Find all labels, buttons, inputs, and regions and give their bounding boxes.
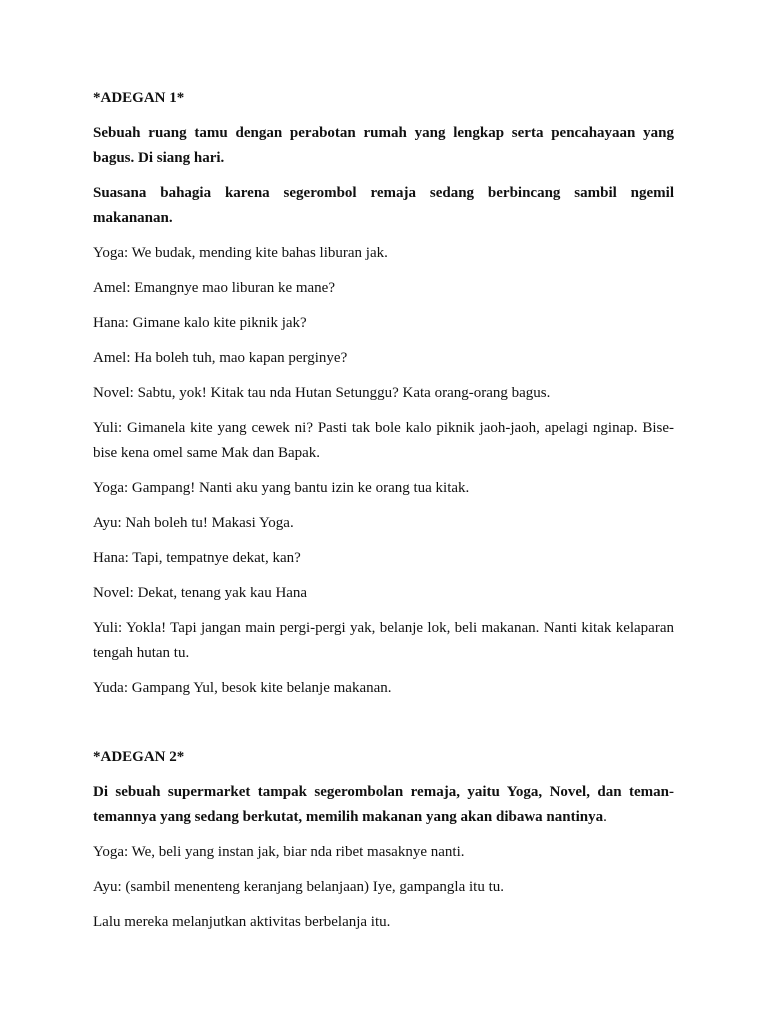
dialogue-line-hana: Hana: Tapi, tempatnye dekat, kan? [93, 550, 301, 566]
dialogue-line-yuli: Yuli: Gimanela kite yang cewek ni? Pasti tak bole kalo piknik jaoh-jaoh, apelagi nginap. Bise-bise kena omel same Mak dan Bapak. [93, 420, 674, 461]
dialogue-line-yuda: Yuda: Gampang Yul, besok kite belanje makanan. [93, 680, 392, 696]
scene-2-setting-period: . [603, 809, 607, 825]
dialogue-line-novel: Novel: Sabtu, yok! Kitak tau nda Hutan Setunggu? Kata orang-orang bagus. [93, 385, 551, 401]
dialogue-line-novel: Novel: Dekat, tenang yak kau Hana [93, 585, 308, 601]
dialogue-line-ayu: Ayu: Nah boleh tu! Makasi Yoga. [93, 515, 294, 531]
scene-2-setting-bold-text: Di sebuah supermarket tampak segerombolan remaja, yaitu Yoga, Novel, dan teman-temannya yang sedang berkutat, memilih makanan yang akan dibawa nantinya [93, 784, 674, 825]
scene-2-setting-description [93, 780, 674, 830]
dialogue-line-amel: Amel: Emangnye mao liburan ke mane? [93, 280, 335, 296]
dialogue-line-amel: Amel: Ha boleh tuh, mao kapan perginye? [93, 350, 348, 366]
dialogue-line-hana: Hana: Gimane kalo kite piknik jak? [93, 315, 307, 331]
dialogue-line-yoga: Yoga: We, beli yang instan jak, biar nda ribet masaknye nanti. [93, 844, 465, 860]
dialogue-line-yuli: Yuli: Yokla! Tapi jangan main pergi-pergi yak, belanje lok, beli makanan. Nanti kitak kelaparan tengah hutan tu. [93, 620, 674, 661]
dialogue-line-yoga: Yoga: Gampang! Nanti aku yang bantu izin ke orang tua kitak. [93, 480, 470, 496]
scene-1-heading: *ADEGAN 1* [93, 90, 185, 106]
scene-1-atmosphere-description: Suasana bahagia karena segerombol remaja sedang berbincang sambil ngemil makananan. [93, 185, 674, 226]
dialogue-line-ayu: Ayu: (sambil menenteng keranjang belanjaan) Iye, gampangla itu tu. [93, 879, 504, 895]
scene-spacer [93, 711, 674, 745]
scene-2-heading: *ADEGAN 2* [93, 749, 185, 765]
narration-line: Lalu mereka melanjutkan aktivitas berbelanja itu. [93, 914, 391, 930]
dialogue-line-yoga: Yoga: We budak, mending kite bahas liburan jak. [93, 245, 388, 261]
scene-1-setting-description: Sebuah ruang tamu dengan perabotan rumah yang lengkap serta pencahayaan yang bagus. Di siang hari. [93, 125, 674, 166]
